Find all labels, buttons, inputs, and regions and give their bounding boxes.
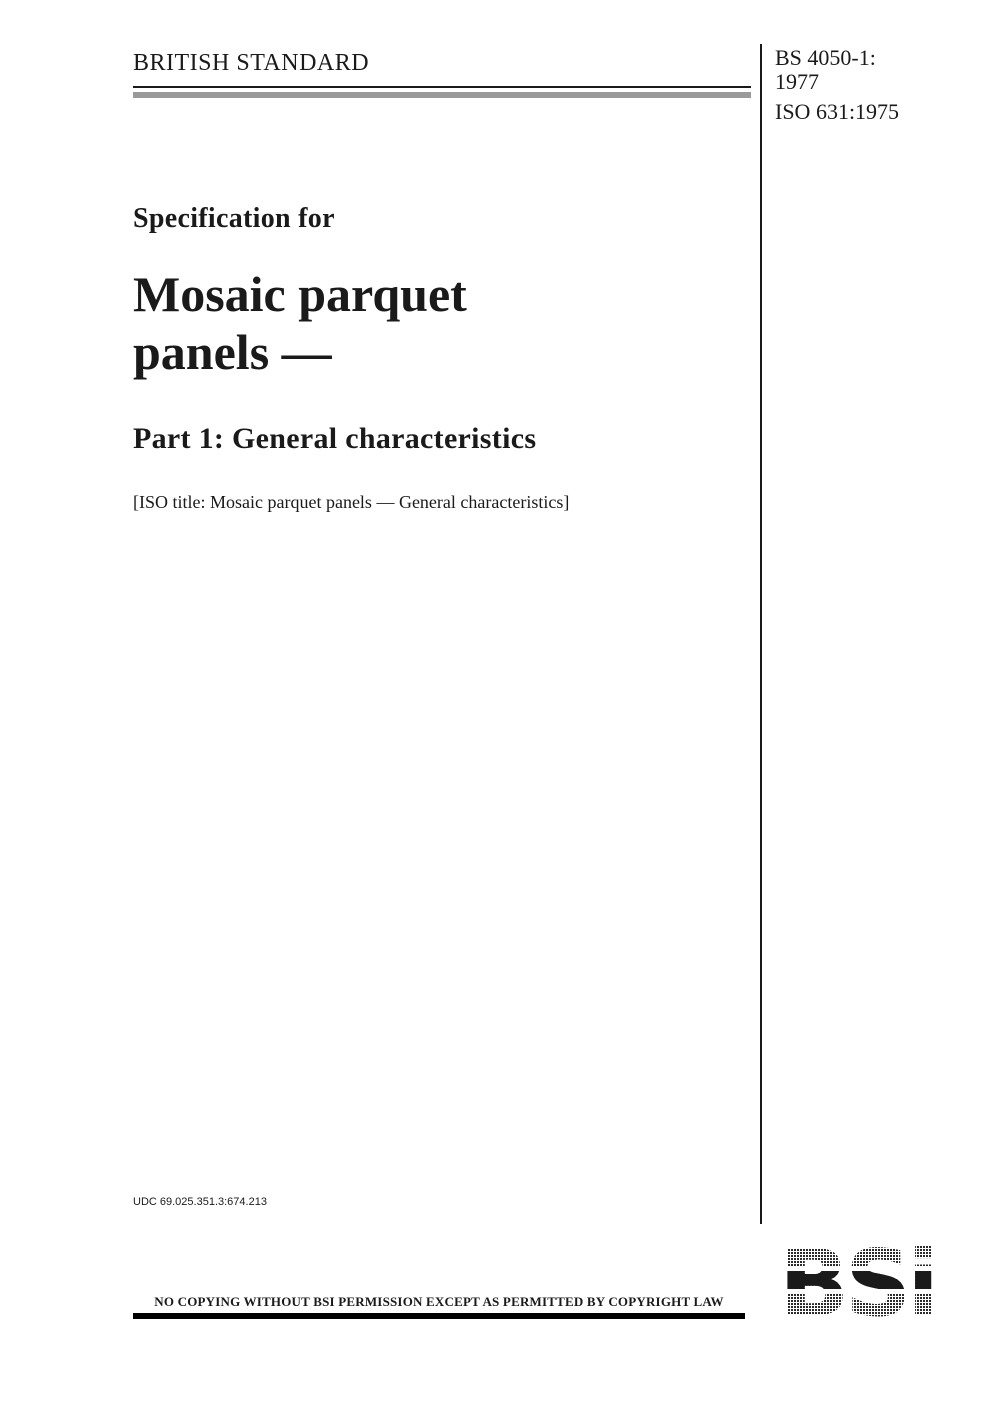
standard-number-line1: BS 4050-1: <box>775 45 876 70</box>
document-type-label: BRITISH STANDARD <box>133 50 370 76</box>
specification-for-label: Specification for <box>133 203 335 234</box>
main-title-line2: panels — <box>133 324 332 380</box>
copyright-notice: NO COPYING WITHOUT BSI PERMISSION EXCEPT AS PERMITTED BY COPYRIGHT LAW <box>154 1294 724 1309</box>
footer-rule <box>133 1313 745 1319</box>
part-title: Part 1: General characteristics <box>133 422 537 455</box>
bsi-logo-icon <box>770 1243 945 1320</box>
standard-number-line2: 1977 <box>775 69 819 94</box>
standard-number <box>775 46 876 94</box>
udc-code: UDC 69.025.351.3:674.213 <box>133 1196 267 1208</box>
main-title-line1: Mosaic parquet <box>133 266 467 322</box>
iso-title: [ISO title: Mosaic parquet panels — General characteristics] <box>133 492 570 512</box>
vertical-divider <box>760 44 762 1224</box>
iso-number: ISO 631:1975 <box>775 99 900 124</box>
header-rule-thick <box>133 92 751 98</box>
header-rule-thin <box>133 86 751 88</box>
main-title <box>133 265 693 381</box>
